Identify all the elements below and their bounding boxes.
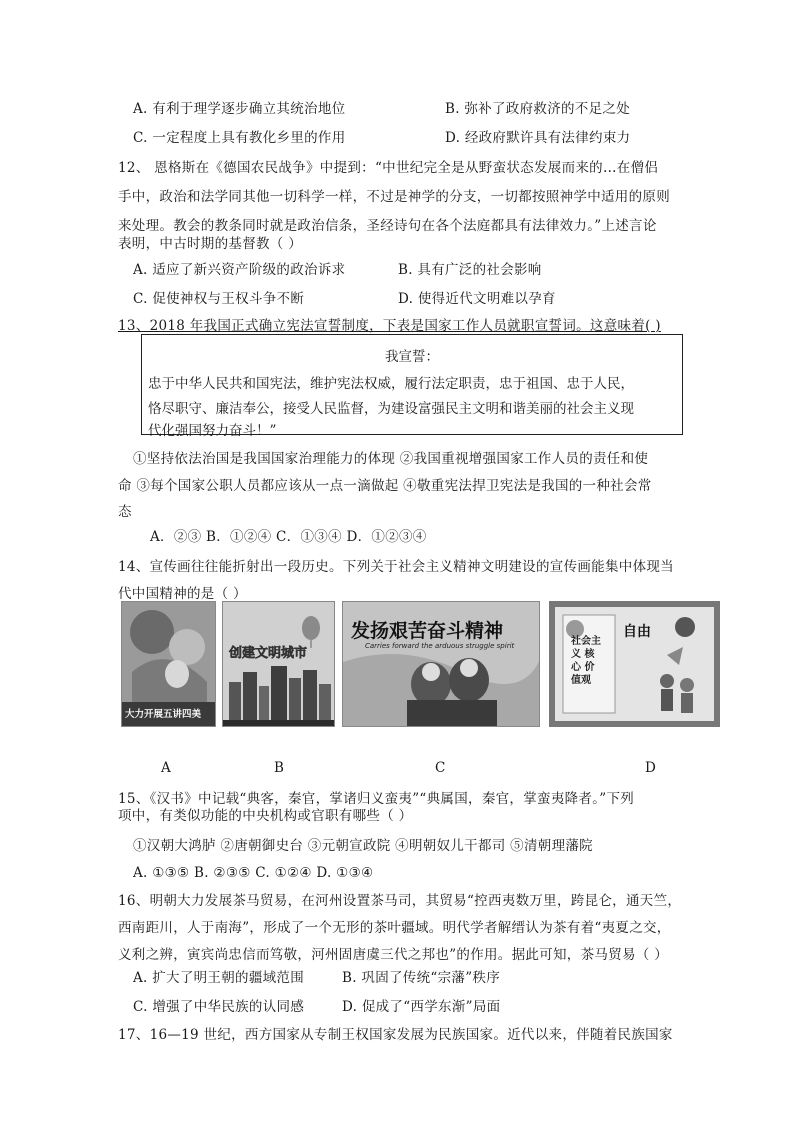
q14-line-1: 14、宣传画往往能折射出一段历史。下列关于社会主义精神文明建设的宣传画能集中体现当 xyxy=(118,559,674,575)
poster-a xyxy=(121,601,216,727)
q12-option-b: B. 具有广泛的社会影响 xyxy=(398,262,542,278)
q13-line-1: 13、2018 年我国正式确立宪法宣誓制度，下表是国家工作人员就职宣誓词。这意味着( ) xyxy=(118,318,661,334)
q11-option-a: A. 有利于理学逐步确立其统治地位 xyxy=(133,101,346,117)
q16-option-b: B. 巩固了传统“宗藩”秩序 xyxy=(342,970,501,986)
q11-option-c: C. 一定程度上具有教化乡里的作用 xyxy=(133,130,346,146)
oath-title: 我宣誓： xyxy=(385,349,439,365)
q12-line-2: 手中，政治和法学同其他一切科学一样，不过是神学的分支，一切都按照神学中适用的原则 xyxy=(118,189,670,205)
q16-line-2: 西南距川，人于南海”，形成了一个无形的茶叶疆域。明代学者解缙认为茶有着“夷夏之交， xyxy=(118,920,671,936)
q16-option-c: C. 增强了中华民族的认同感 xyxy=(133,999,305,1015)
oath-line-2: 恪尽职守、廉洁奉公，接受人民监督，为建设富强民主文明和谐美丽的社会主义现 xyxy=(148,401,634,417)
poster-a-caption: 大力开展五讲四美 xyxy=(125,709,202,720)
poster-d xyxy=(549,601,720,727)
q12-line-3: 来处理。教会的教条同时就是政治信条，圣经诗句在各个法庭都具有法律效力。”上述言论 xyxy=(118,218,657,234)
q15-line-2: 项中，有类似功能的中央机构或官职有哪些（ ） xyxy=(118,808,413,824)
oath-line-1: 忠于中华人民共和国宪法，维护宪法权威，履行法定职责，忠于祖国、忠于人民， xyxy=(148,376,634,392)
q12-option-a: A. 适应了新兴资产阶级的政治诉求 xyxy=(133,262,346,278)
q16-line-3: 义利之辨，寅宾尚忠信而笃敬，河州固唐虞三代之邦也”的作用。据此可知，茶马贸易（ ） xyxy=(118,947,668,963)
poster-c xyxy=(342,601,540,727)
q12-option-c: C. 促使神权与王权斗争不断 xyxy=(133,291,305,307)
oath-line-3: 代化强国努力奋斗！” xyxy=(148,423,277,439)
poster-caption-d: D xyxy=(645,760,656,776)
q15-items: ①汉朝大鸿胪 ②唐朝御史台 ③元朝宣政院 ④明朝奴儿干都司 ⑤清朝理藩院 xyxy=(133,838,593,854)
poster-d-left-text: 社会主义 核心 价值观 xyxy=(571,636,601,686)
q13-statement-3: 态 xyxy=(118,504,132,520)
poster-caption-a: A xyxy=(161,760,171,776)
poster-b-image xyxy=(223,602,335,727)
q12-line-1: 12、 恩格斯在《德国农民战争》中提到：“中世纪完全是从野蛮状态发展而来的…在僧侣 xyxy=(118,160,659,176)
q14-line-2: 代中国精神的是（ ） xyxy=(118,586,247,602)
oath-box xyxy=(141,334,683,439)
q15-options: A. ①③⑤ B. ②③⑤ C. ①②④ D. ①③④ xyxy=(133,865,374,881)
q12-option-d: D. 使得近代文明难以孕育 xyxy=(398,291,556,307)
poster-caption-b: B xyxy=(274,760,284,776)
poster-b xyxy=(222,601,335,727)
q15-line-1: 15、《汉书》中记载“典客，秦官，掌诸归义蛮夷”“典属国，秦官，掌蛮夷降者。”下列 xyxy=(118,791,635,807)
q12-line-4: 表明，中古时期的基督教（ ） xyxy=(118,236,302,252)
q16-option-a: A. 扩大了明王朝的疆域范围 xyxy=(133,970,305,986)
q13-statement-1: ①坚持依法治国是我国国家治理能力的体现 ②我国重视增强国家工作人员的责任和使 xyxy=(133,451,649,467)
q16-option-d: D. 促成了“西学东渐”局面 xyxy=(342,999,501,1015)
q17-line-1: 17、16—19 世纪，西方国家从专制王权国家发展为民族国家。近代以来，伴随着民族国家 xyxy=(118,1027,673,1043)
q11-option-d: D. 经政府默许具有法律约束力 xyxy=(445,130,631,146)
poster-d-right-text: 自由 xyxy=(623,624,651,640)
q16-line-1: 16、明朝大力发展茶马贸易，在河州设置茶马司，其贸易“控西夷数万里，跨昆仑，通天竺， xyxy=(118,893,682,909)
poster-c-subtitle: Carries forward the arduous struggle spirit xyxy=(365,642,515,650)
q13-statement-2: 命 ③每个国家公职人员都应该从一点一滴做起 ④敬重宪法捍卫宪法是我国的一种社会常 xyxy=(118,478,652,494)
poster-c-title: 发扬艰苦奋斗精神 xyxy=(351,620,504,642)
poster-b-caption: 创建文明城市 xyxy=(229,646,308,661)
q11-option-b: B. 弥补了政府救济的不足之处 xyxy=(445,101,631,117)
poster-caption-c: C xyxy=(435,760,446,776)
q13-options: A．②③ B．①②④ C．①③④ D．①②③④ xyxy=(150,529,427,545)
